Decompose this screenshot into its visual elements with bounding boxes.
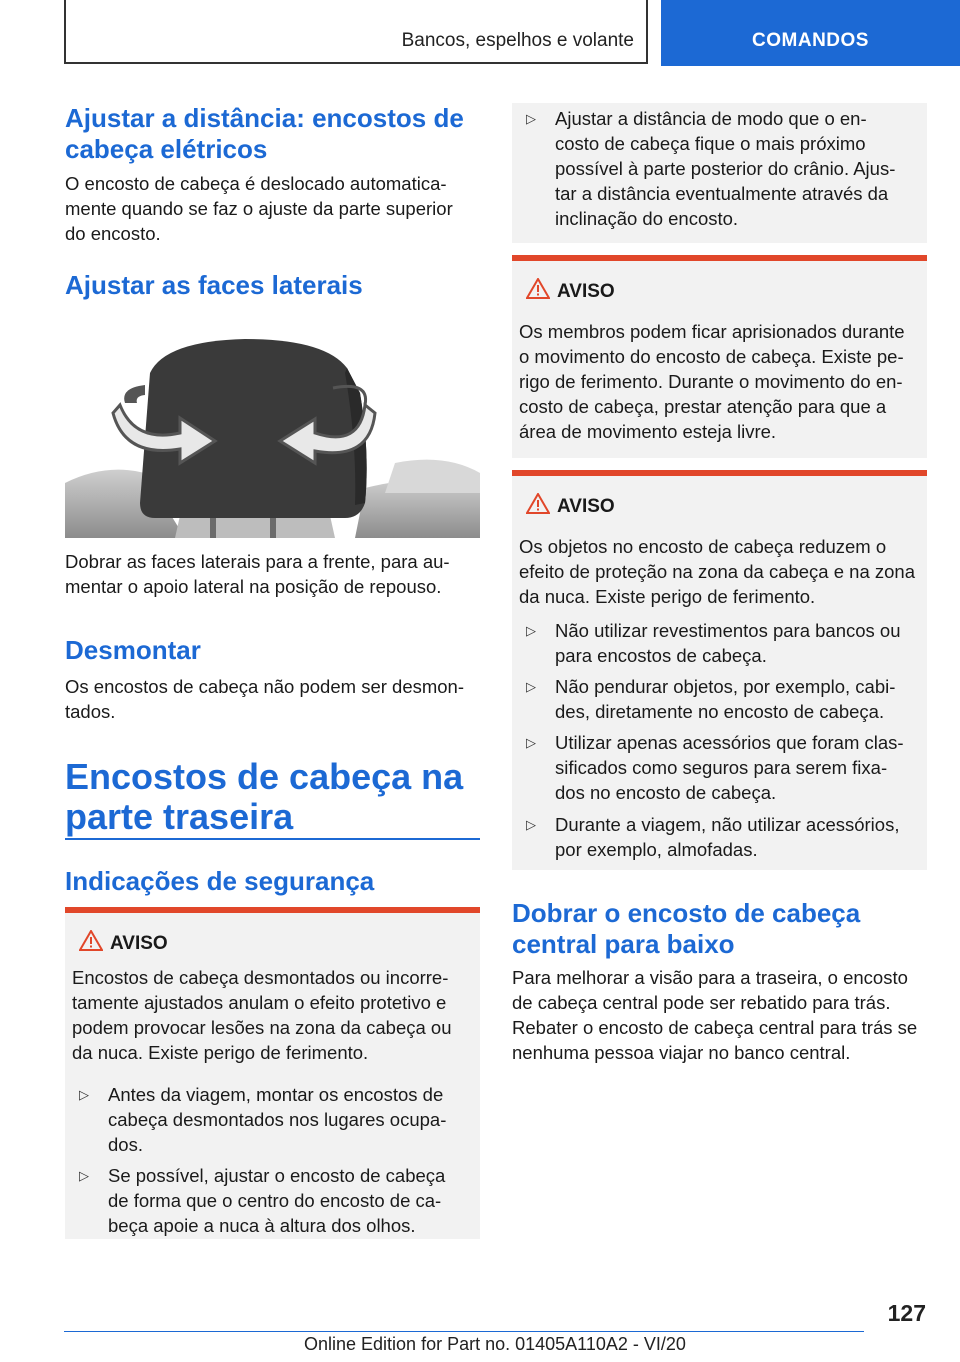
paragraph-distance: O encosto de cabeça é deslocado automatica- mente quando se faz o ajuste da parte superior do encosto. bbox=[65, 173, 453, 244]
footer-rule bbox=[64, 1331, 864, 1332]
warning-text: Encostos de cabeça desmontados ou incorre- tamente ajustados anulam o efeito protetivo e podem provocar lesões na zona da cabeça ou da nuca. Existe perigo de ferimento. bbox=[72, 967, 452, 1063]
warning-text: Os membros podem ficar aprisionados durante o movimento do encosto de cabeça. Existe pe- rigo de ferimento. Durante o movimento do en- costo de cabeça, prestar atenção para que a área de movimento esteja livre. bbox=[519, 321, 905, 442]
bullet-triangle-icon: ▷ bbox=[526, 111, 536, 126]
section-rule bbox=[65, 838, 480, 840]
header-section-box bbox=[64, 0, 648, 64]
heading-fold-center: Dobrar o encosto de cabeça central para baixo bbox=[512, 898, 861, 959]
bullet-triangle-icon: ▷ bbox=[526, 735, 536, 750]
warning-triangle-icon bbox=[526, 493, 550, 514]
bullet-triangle-icon: ▷ bbox=[526, 679, 536, 694]
warning-title: AVISO bbox=[557, 496, 615, 517]
page-number: 127 bbox=[887, 1300, 926, 1326]
header-chapter-label: COMANDOS bbox=[752, 30, 869, 51]
paragraph-side-bolsters: Dobrar as faces laterais para a frente, para au- mentar o apoio lateral na posição de repouso. bbox=[65, 551, 450, 597]
footer-edition: Online Edition for Part no. 01405A110A2 - VI/20 bbox=[304, 1334, 686, 1354]
bullet-triangle-icon: ▷ bbox=[526, 817, 536, 832]
heading-safety: Indicações de segurança bbox=[65, 866, 375, 896]
warning-title: AVISO bbox=[557, 281, 615, 302]
heading-remove: Desmontar bbox=[65, 635, 201, 665]
heading-distance: Ajustar a distância: encostos de cabeça elétricos bbox=[65, 103, 464, 164]
bullet-triangle-icon: ▷ bbox=[79, 1168, 89, 1183]
warning-text: Os objetos no encosto de cabeça reduzem o efeito de proteção na zona da cabeça e na zona da nuca. Existe perigo de ferimento. bbox=[519, 536, 915, 607]
header-section-title: Bancos, espelhos e volante bbox=[401, 30, 634, 51]
heading-side-bolsters: Ajustar as faces laterais bbox=[65, 270, 363, 300]
heading-rear-headrests: Encostos de cabeça na parte traseira bbox=[65, 756, 464, 837]
paragraph-remove: Os encostos de cabeça não podem ser desmon- tados. bbox=[65, 676, 465, 722]
paragraph-fold-center: Para melhorar a visão para a traseira, o encosto de cabeça central pode ser rebatido para trás. Rebater o encosto de cabeça central para trás se nenhuma pessoa viajar no banco central. bbox=[512, 967, 918, 1063]
warning-triangle-icon bbox=[79, 930, 103, 951]
warning-triangle-icon bbox=[526, 278, 550, 299]
warning-box-right-1 bbox=[512, 255, 927, 458]
bullet-triangle-icon: ▷ bbox=[79, 1087, 89, 1102]
header-chapter-tab[interactable] bbox=[661, 0, 960, 66]
warning-box-left: AVISO Encostos de cabeça desmontados ou incorre- tamente ajustados anulam o efeito protetivo e podem provocar lesões na zona da cabeça ou da nuca. Existe perigo de ferimento. ▷ Antes da viagem, montar os encostos de cabeça desmontados nos lugares ocupa- dos. ▷ Se possível, ajustar o encosto de cabeça de forma que o centro do encosto de ca- beça apoie a nuca à altura dos olhos. bbox=[65, 907, 480, 1239]
headrest-illustration bbox=[65, 333, 480, 538]
note-box: ▷ Ajustar a distância de modo que o en- costo de cabeça fique o mais próximo possível à parte posterior do crânio. Ajus- tar a distância eventualmente através da inclinação do encosto. bbox=[512, 103, 927, 243]
warning-box-right-2: AVISO Os objetos no encosto de cabeça reduzem o efeito de proteção na zona da cabeça e na zona da nuca. Existe perigo de ferimento. ▷ Não utilizar revestimentos para bancos ou para encostos de cabeça. ▷ Não pendurar objetos, por exemplo, cabi- des, diretamente no encosto de cabeça. ▷ Utilizar apenas acessórios que foram clas- sificados como seguros para serem fixa- dos no encosto de cabeça. ▷ Durante a viagem, não utilizar acessórios, por exemplo, almofadas. bbox=[512, 470, 927, 870]
bullet-triangle-icon: ▷ bbox=[526, 623, 536, 638]
warning-title: AVISO bbox=[110, 933, 168, 954]
